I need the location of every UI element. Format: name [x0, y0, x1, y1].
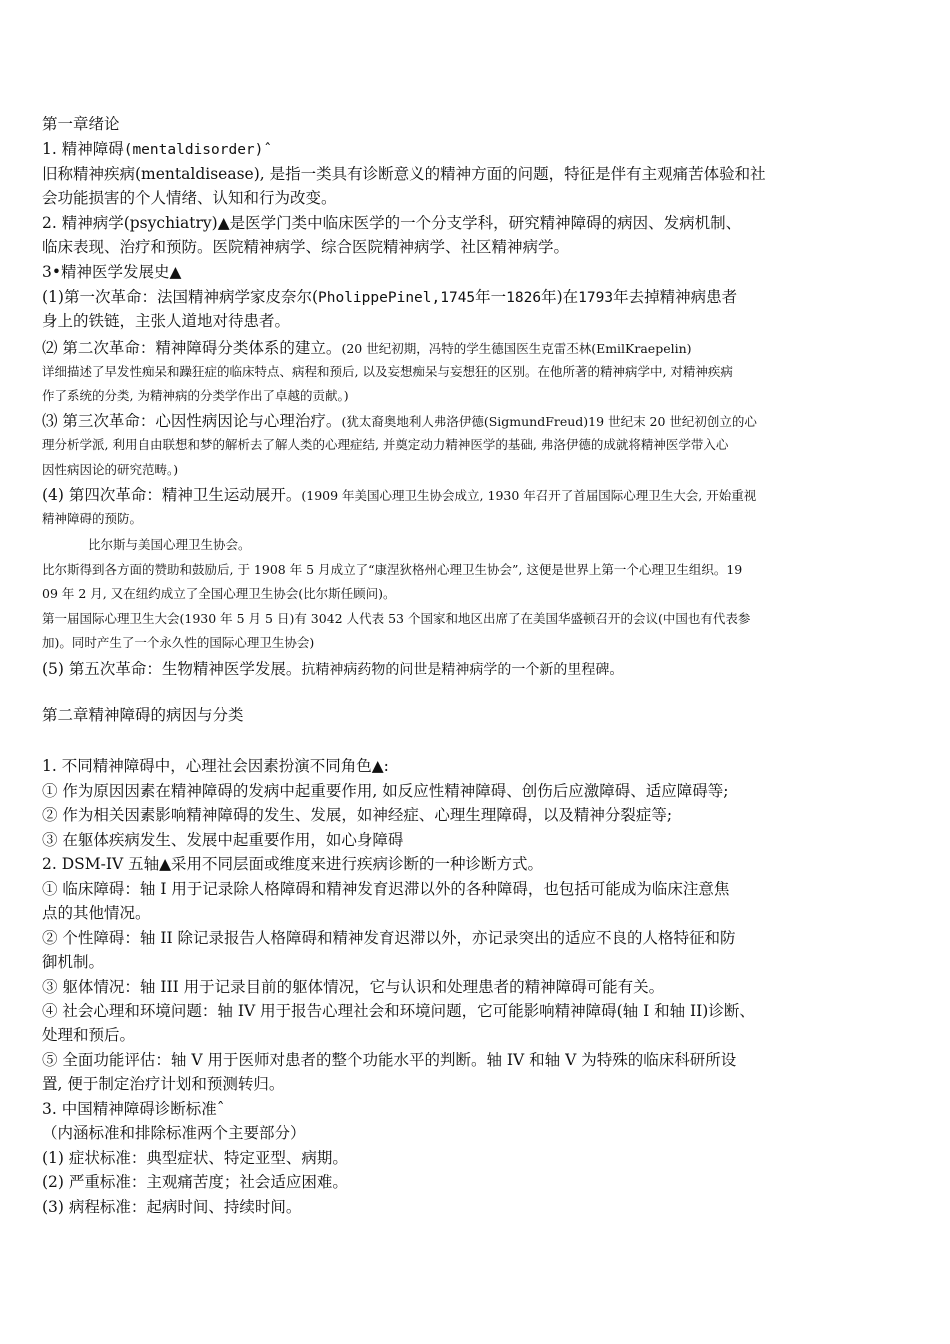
text-line: 2. 精神病学(psychiatry)▲是医学门类中临床医学的一个分支学科，研究精神障碍的病因、发病机制、: [42, 214, 742, 232]
text-line: ③ 在躯体疾病发生、发展中起重要作用，如心身障碍: [42, 831, 404, 849]
text-line: ① 临床障碍：轴 I 用于记录除人格障碍和精神发育迟滞以外的各种障碍，也包括可能成为临床注意焦: [42, 880, 730, 898]
text-line: ④ 社会心理和环境问题：轴 IV 用于报告心理社会和环境问题，它可能影响精神障碍(轴 I 和轴 II)诊断、: [42, 1002, 755, 1020]
item-3-heading: 3•精神医学发展史▲: [42, 263, 182, 281]
text-line: (1) 症状标准：典型症状、特定亚型、病期。: [42, 1149, 348, 1167]
text-line: 置, 便于制定治疗计划和预测转归。: [42, 1075, 285, 1093]
text-line: 精神障碍的预防。: [42, 511, 143, 526]
chapter-2-title: 第二章精神障碍的病因与分类: [42, 706, 244, 724]
text-segment: 年一: [475, 288, 507, 306]
text-line: 比尔斯与美国心理卫生协会。: [88, 537, 251, 552]
text-segment: PholippePinel,1745: [318, 290, 476, 306]
text-line: 点的其他情况。: [42, 904, 151, 922]
text-line: ① 作为原因因素在精神障碍的发病中起重要作用, 如反应性精神障碍、创伤后应激障碍、适应障碍等;: [42, 782, 729, 800]
text-line: ② 作为相关因素影响精神障碍的发生、发展，如神经症、心理生理障碍，以及精神分裂症等;: [42, 806, 673, 824]
text-segment: 年)在: [541, 288, 579, 306]
text-line: 作了系统的分类, 为精神病的分类学作出了卓越的贡献。): [42, 388, 349, 403]
text-segment: (4) 第四次革命：精神卫生运动展开。: [42, 486, 302, 504]
text-line: 因性病因论的研究范畴。): [42, 462, 179, 477]
text-line: 处理和预后。: [42, 1026, 136, 1044]
text-line: (2) 严重标准：主观痛苦度；社会适应困难。: [42, 1173, 348, 1191]
text-segment: (5) 第五次革命：生物精神医学发展。: [42, 660, 302, 678]
chapter-1-title: 第一章绪论: [42, 115, 120, 133]
text-segment: ⑵ 第二次革命：精神障碍分类体系的建立。: [42, 339, 342, 357]
text-line: 第一届国际心理卫生大会(1930 年 5 月 5 日)有 3042 人代表 53 个国家和地区出席了在美国华盛顿召开的会议(中国也有代表参: [42, 611, 751, 626]
text-segment: 年去掉精神病患者: [613, 288, 738, 306]
revolution-2-line: [42, 338, 692, 358]
text-segment: 抗精神病药物的问世是精神病学的一个新的里程碑。: [301, 662, 624, 678]
text-line: 1. 不同精神障碍中，心理社会因素扮演不同角色▲:: [42, 757, 389, 775]
text-line: （内涵标准和排除标准两个主要部分）: [42, 1124, 306, 1142]
text-segment: (1909 年美国心理卫生协会成立, 1930 年召开了首届国际心理卫生大会, 开始重视: [301, 488, 757, 503]
revolution-3-line: [42, 411, 757, 431]
text-segment: ⑶ 第三次革命：心因性病因论与心理治疗。: [42, 412, 342, 430]
text-segment: 1793: [578, 290, 614, 306]
text-line: 3. 中国精神障碍诊断标准ˆ: [42, 1100, 225, 1118]
text-line: (3) 病程标准：起病时间、持续时间。: [42, 1198, 302, 1216]
text-segment: (犹太裔奥地利人弗洛伊德(SigmundFreud)19 世纪末 20 世纪初创立的心: [341, 414, 757, 429]
text-segment: (20 世纪初期，冯特的学生德国医生克雷丕林(EmilKraepelin): [341, 341, 692, 356]
revolution-1-line: [42, 288, 737, 307]
text-line: ② 个性障碍：轴 II 除记录报告人格障碍和精神发育迟滞以外，亦记录突出的适应不良的人格特征和防: [42, 929, 736, 947]
text-line: 身上的铁链，主张人道地对待患者。: [42, 312, 291, 330]
text-line: 详细描述了早发性痴呆和躁狂症的临床特点、病程和预后, 以及妄想痴呆与妄想狂的区别。在他所著的精神病学中, 对精神疾病: [42, 364, 733, 379]
item-1-term: (mentaldisorder)ˆ: [123, 142, 273, 158]
text-line: 旧称精神疾病(mentaldisease), 是指一类具有诊断意义的精神方面的问题，特征是伴有主观痛苦体验和社: [42, 165, 766, 183]
text-line: 09 年 2 月, 又在纽约成立了全国心理卫生协会(比尔斯任顾问)。: [42, 586, 396, 601]
text-line: 御机制。: [42, 953, 105, 971]
text-line: 2. DSM-IV 五轴▲采用不同层面或维度来进行疾病诊断的一种诊断方式。: [42, 855, 544, 873]
item-1-label: 1. 精神障碍: [42, 140, 124, 158]
revolution-4-line: [42, 485, 756, 505]
text-line: 临床表现、治疗和预防。医院精神病学、综合医院精神病学、社区精神病学。: [42, 238, 570, 256]
revolution-5-line: [42, 659, 623, 679]
text-line: ③ 躯体情况：轴 III 用于记录目前的躯体情况，它与认识和处理患者的精神障碍可能有关。: [42, 978, 665, 996]
text-line: ⑤ 全面功能评估：轴 V 用于医师对患者的整个功能水平的判断。轴 IV 和轴 V 为特殊的临床科研所设: [42, 1051, 737, 1069]
text-line: 会功能损害的个人情绪、认知和行为改变。: [42, 189, 337, 207]
text-line: 理分析学派, 利用自由联想和梦的解析去了解人类的心理症结, 并奠定动力精神医学的基础, 弗洛伊德的成就将精神医学带入心: [42, 437, 729, 452]
text-line: 加)。同时产生了一个永久性的国际心理卫生协会): [42, 635, 315, 650]
text-segment: (1)第一次革命：法国精神病学家皮奈尔(: [42, 288, 319, 306]
item-1-heading: [42, 140, 272, 159]
text-segment: 1826: [506, 290, 542, 306]
text-line: 比尔斯得到各方面的赞助和鼓励后, 于 1908 年 5 月成立了“康涅狄格州心理卫生协会”, 这便是世界上第一个心理卫生组织。19: [42, 562, 743, 577]
